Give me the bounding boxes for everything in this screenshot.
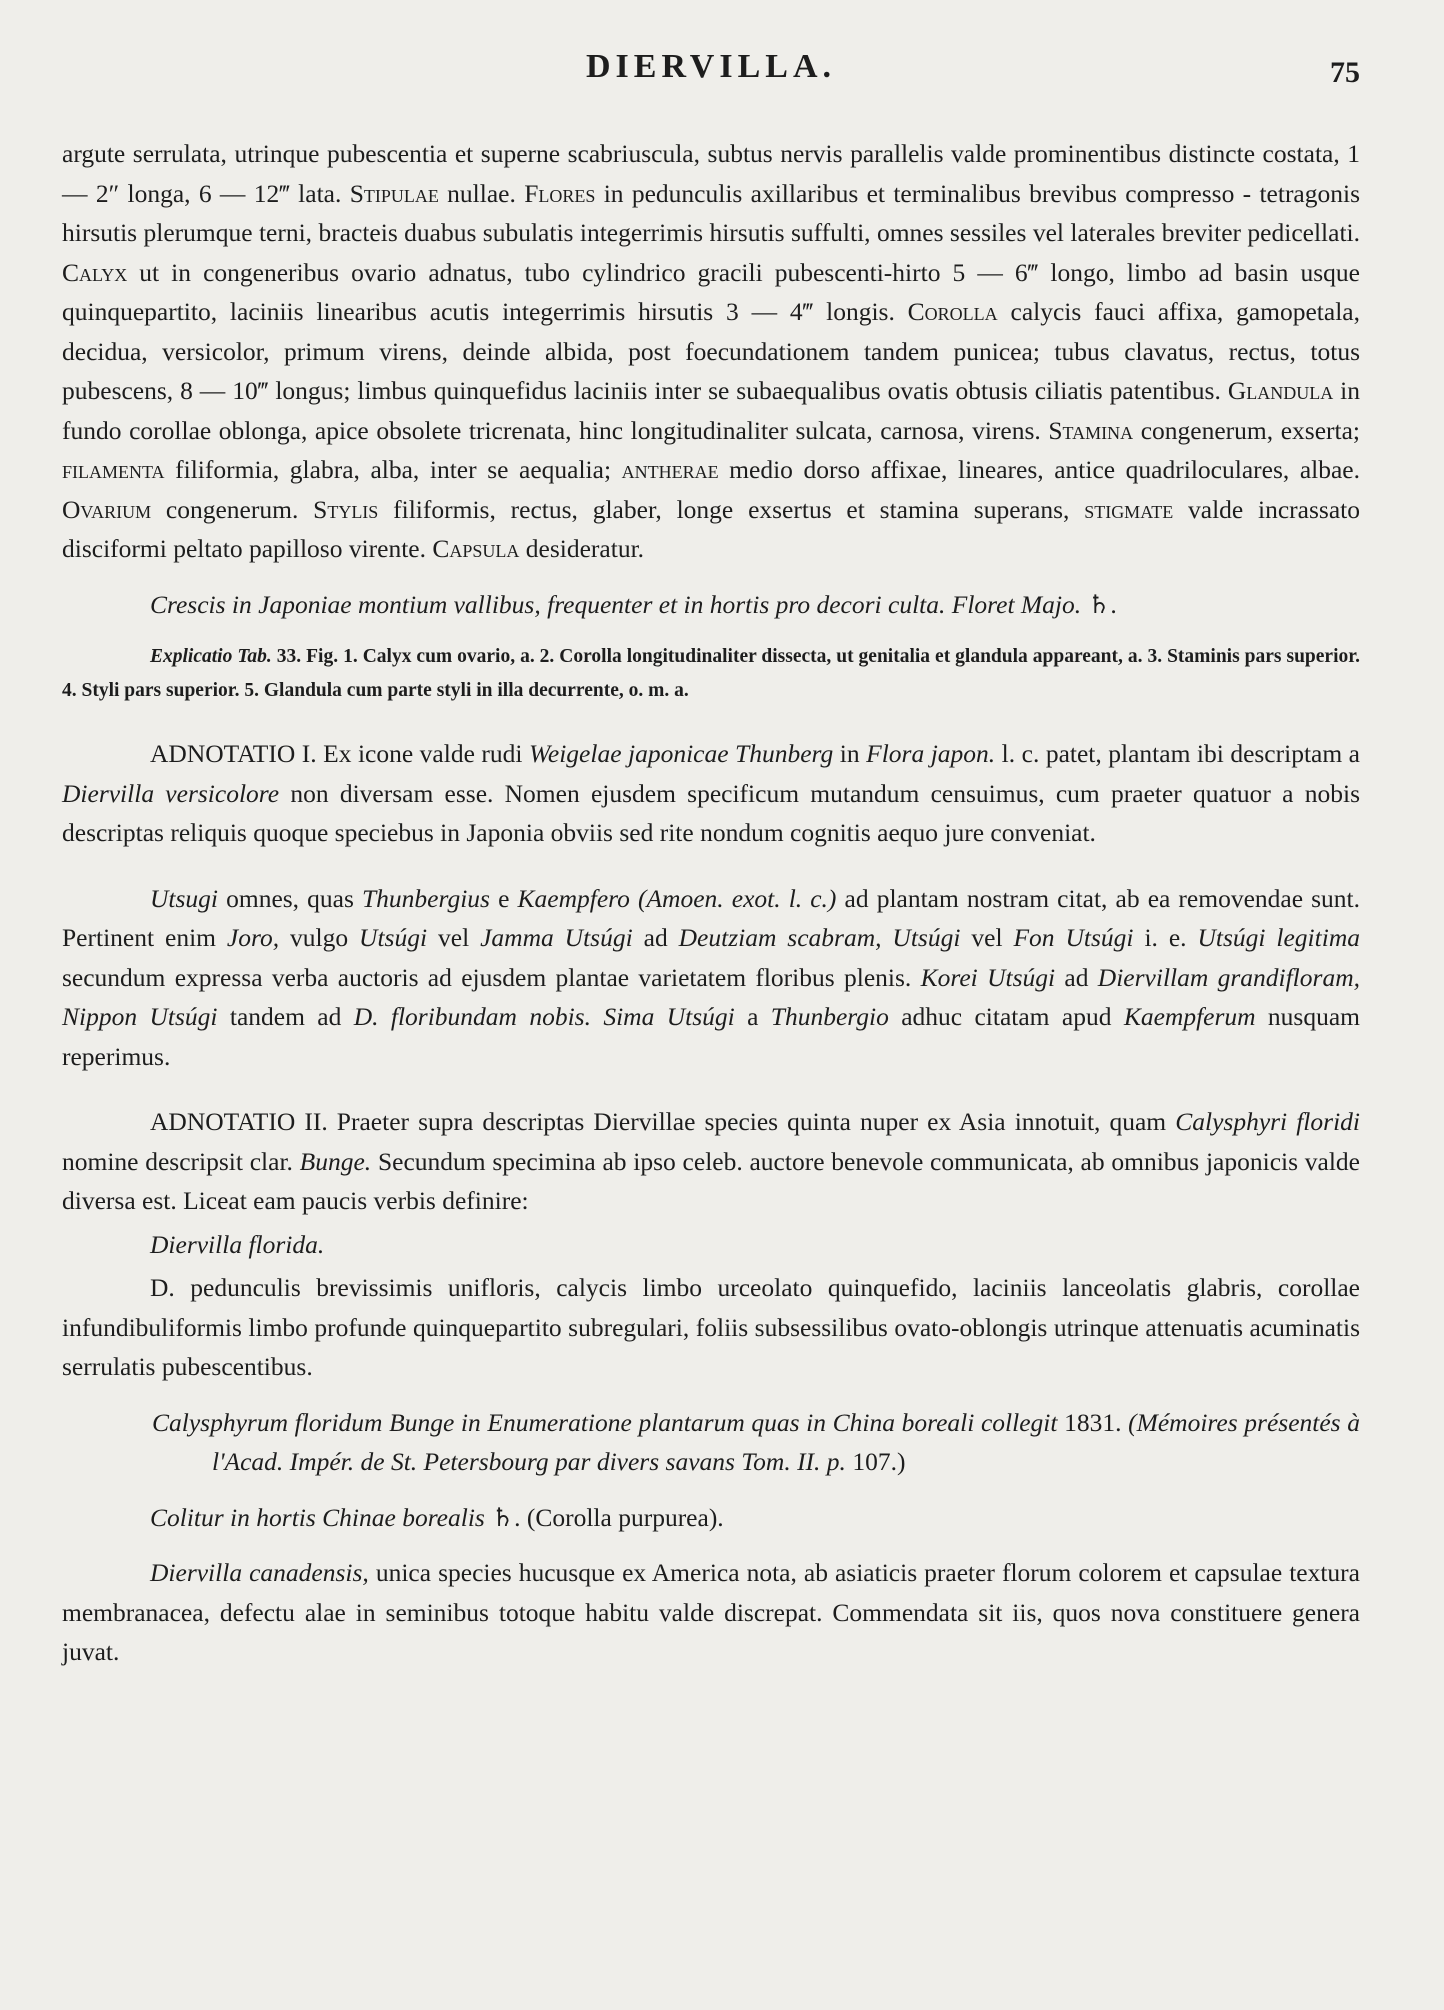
utsugi-paragraph [62, 879, 1360, 1077]
corolla-label: Corolla [907, 297, 998, 326]
reference-title: Calysphyrum floridum Bunge in Enumeratione plantarum quas in China boreali collegit [152, 1407, 1058, 1437]
colitur-line [62, 1498, 1360, 1538]
description-text: medio dorso affixae, lineares, antice quadriloculares, albae. [718, 455, 1360, 484]
page-number: 75 [1330, 56, 1360, 89]
adnotatio-text: l. c. patet, plantam ibi descriptam a [995, 739, 1361, 768]
description-text: nullae. [438, 178, 525, 208]
shrub-symbol: ♄. [1087, 589, 1117, 619]
italic-term: D. floribundam nobis. Sima Utsúgi [353, 1002, 735, 1031]
reference-page: 107.) [845, 1447, 906, 1476]
italic-term: Jamma Utsúgi [480, 923, 633, 952]
glandula-label: Glandula [1227, 376, 1334, 405]
description-text: calycis fauci affixa, gamopetala, decidua, versicolor, primum virens, deinde albida, post foecundationem tandem punicea; tubus clavatus, rectus, totus pubescens, 8 — 10‴ longus; limbus quinquefidus laciniis inter se subaequalibus ovatis obtusis ciliatis patentibus. [62, 297, 1360, 405]
reference-source: (Mémoires présentés à l'Acad. Impér. de St. Petersbourg par divers savans Tom. II. p. [212, 1407, 1360, 1476]
italic-term: Thunbergio [770, 1002, 889, 1031]
adnotatio-1-paragraph [62, 734, 1360, 853]
description-text: filiformia, glabra, alba, inter se aequalia; [164, 455, 622, 484]
colitur-note: (Corolla purpurea). [520, 1502, 724, 1532]
description-text: congenerum. [151, 494, 314, 524]
adnotatio-2-paragraph [62, 1102, 1360, 1221]
body-text: vel [427, 923, 481, 952]
body-text: secundum expressa verba auctoris ad ejusdem plantae varietatem floribus plenis. [62, 962, 921, 992]
italic-term: Utsúgi [359, 923, 428, 952]
shrub-symbol: ♄. [484, 1502, 521, 1532]
italic-term: Thunbergius [362, 883, 490, 913]
body-text: i. e. [1133, 923, 1198, 952]
adnotatio-2-label: ADNOTATIO II. [150, 1107, 328, 1136]
italic-term: Diervillam grandifloram, Nippon Utsúgi [62, 962, 1360, 1031]
body-text: ad [1055, 962, 1098, 992]
body-text: ad plantam nostram citat, ab ea removendae sunt. Pertinent enim [62, 883, 1360, 952]
body-text: ad [632, 923, 679, 952]
work-title: Flora japon. [866, 739, 996, 768]
adnotatio-text: Secundum specimina ab ipso celeb. auctore benevole communicata, ab omnibus japonicis valde diversa est. Liceat eam paucis verbis definire: [62, 1146, 1360, 1215]
stipulae-label: Stipulae [349, 178, 439, 208]
italic-term: Kaempferum [1123, 1002, 1256, 1031]
reference-year: 1831. [1057, 1407, 1129, 1437]
description-text: argute serrulata, utrinque pubescentia et superne scabriuscula, subtus nervis parallelis valde prominentibus distincte costata, 1 — 2″ longa, 6 — 12‴ lata. [62, 139, 1360, 208]
adnotatio-text: Praeter supra descriptas Diervillae species quinta nuper ex Asia innotuit, quam [327, 1107, 1176, 1136]
italic-term: Joro, [226, 923, 280, 952]
adnotatio-text: Ex icone valde rudi [316, 739, 529, 768]
stamina-label: Stamina [1048, 415, 1134, 445]
description-text: valde incrassato disciformi peltato papilloso virente. [62, 494, 1360, 563]
description-text: congenerum, exserta; [1133, 415, 1360, 445]
italic-term: Deutziam scabram, Utsúgi [678, 923, 961, 952]
body-text: a [734, 1002, 771, 1031]
stylus-label: Stylis [313, 494, 379, 524]
calyx-label: Calyx [62, 257, 128, 287]
species-title: Diervilla florida. [150, 1229, 325, 1259]
species-reference [62, 1403, 1360, 1482]
species-name [62, 1225, 1360, 1265]
body-text: unica species hucusque ex America nota, ab asiaticis praeter florum colorem et capsulae textura membranacea, defectu alae in seminibus totoque habitu valde discrepat. Commendata sit iis, quos nova constituere genera juvat. [62, 1558, 1360, 1666]
explicatio-text: 33. Fig. 1. Calyx cum ovario, a. 2. Corolla longitudinaliter dissecta, ut genitalia et glandula appareant, a. 3. Staminis pars superior. 4. Styli pars superior. 5. Glandula cum parte styli in illa decurrente, o. m. a. [62, 646, 1360, 701]
body-text: nusquam reperimus. [62, 1002, 1361, 1071]
italic-term: Fon Utsúgi [1013, 923, 1134, 952]
italic-term: Utsúgi legitima [1197, 923, 1360, 952]
description-text: in fundo corollae oblonga, apice obsolete tricrenata, hinc longitudinaliter sulcata, carnosa, virens. [62, 376, 1360, 445]
italic-term: Kaempfero (Amoen. exot. l. c.) [517, 883, 837, 913]
description-text: filiformis, rectus, glaber, longe exsertus et stamina superans, [378, 494, 1085, 524]
description-text: desideratur. [519, 534, 645, 563]
adnotatio-text: non diversam esse. Nomen ejusdem specificum mutandum censuimus, cum praeter quatuor a nobis descriptas reliquis quoque speciebus in Japonia obviis sed rite nondum cognitis aequo jure conveniat. [62, 778, 1360, 847]
description-paragraph [62, 134, 1360, 569]
taxon-name: Calysphyri floridi [1175, 1107, 1360, 1136]
capsula-label: Capsula [432, 534, 520, 563]
adnotatio-text: in [833, 739, 867, 768]
habitat-paragraph [62, 585, 1360, 625]
taxon-name: Weigelae japonicae Thunberg [528, 739, 834, 768]
running-title: DIERVILLA. [585, 48, 836, 85]
italic-term: Utsugi [150, 883, 219, 913]
taxon-name: Diervilla canadensis, [150, 1558, 369, 1587]
plate-explanation [62, 640, 1360, 708]
adnotatio-1-label: ADNOTATIO I. [150, 739, 317, 768]
explicatio-label: Explicatio Tab. [150, 646, 272, 667]
flores-label: Flores [524, 178, 596, 208]
ovarium-label: Ovarium [62, 494, 152, 524]
habitat-text: Crescis in Japoniae montium vallibus, frequenter et in hortis pro decori culta. Floret Majo. [150, 589, 1088, 619]
filamenta-label: filamenta [62, 455, 165, 484]
body-text: tandem ad [217, 1002, 354, 1031]
antherae-label: antherae [621, 455, 719, 484]
body-text: vulgo [279, 923, 360, 952]
page-header [62, 48, 1360, 100]
body-text: vel [960, 923, 1014, 952]
italic-term: Korei Utsúgi [920, 962, 1056, 992]
author-name: Bunge. [299, 1146, 372, 1176]
species-diagnosis: D. pedunculis brevissimis unifloris, calycis limbo urceolato quinquefido, laciniis lanceolatis glabris, corollae infundibuliformis limbo profunde quinquepartito subregulari, foliis subsessilibus ovato-oblongis utrinque attenuatis acuminatis serrulatis pubescentibus. [62, 1273, 1360, 1381]
colitur-text: Colitur in hortis Chinae borealis [150, 1502, 485, 1532]
adnotatio-text: nomine descripsit clar. [62, 1146, 300, 1176]
description-text: in pedunculis axillaribus et terminalibus brevibus compresso - tetragonis hirsutis plerumque terni, bracteis duabus subulatis integerrimis hirsutis suffulti, omnes sessiles vel laterales breviter pedicellati. [62, 178, 1361, 247]
body-text: e [490, 883, 518, 913]
canadensis-paragraph [62, 1553, 1360, 1672]
body-text: adhuc citatam apud [888, 1002, 1124, 1031]
stigma-label: stigmate [1084, 494, 1174, 524]
description-text: ut in congeneribus ovario adnatus, tubo cylindrico gracili pubescenti-hirto 5 — 6‴ longo, limbo ad basin usque quinquepartito, laciniis linearibus acutis integerrimis hirsutis 3 — 4‴ longis. [62, 257, 1360, 326]
body-text: omnes, quas [218, 883, 362, 913]
taxon-name: Diervilla versicolore [62, 778, 280, 808]
